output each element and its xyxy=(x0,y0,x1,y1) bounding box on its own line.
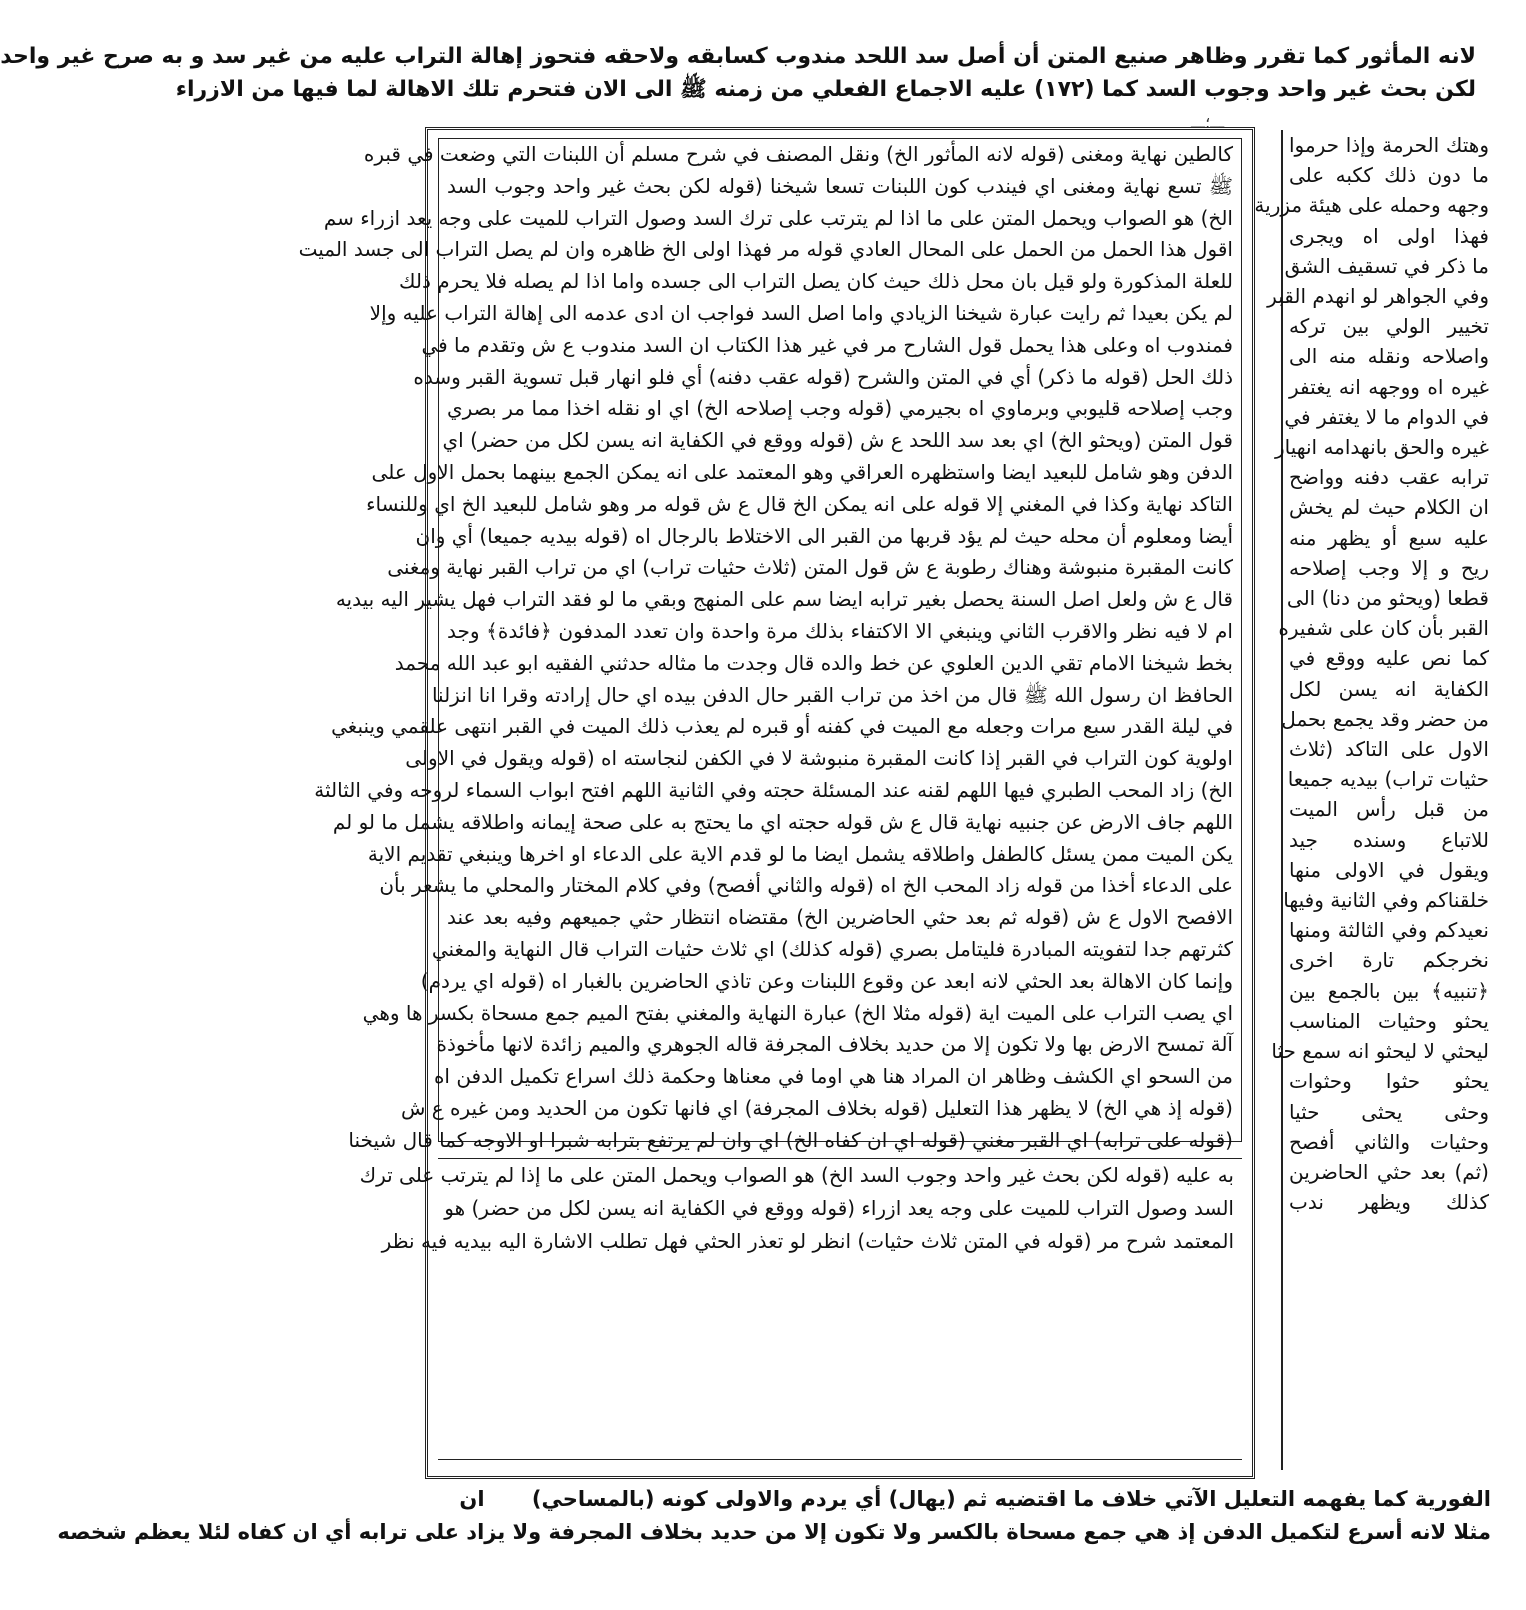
text-line: وفي الجواهر لو انهدم القبر xyxy=(1267,284,1489,309)
text-line: وهتك الحرمة وإذا حرموا xyxy=(1289,133,1489,157)
text-line: الخ) زاد المحب الطبري فيها اللهم لقنه عند المسئلة حجته وفي الثانية اللهم افتح ابواب السماء لروحه وفي الثالثة xyxy=(314,777,1233,802)
text-line: من حضر وقد يجمع بحمل xyxy=(1281,706,1489,731)
text-line: بخط شيخنا الامام تقي الدين العلوي عن خط والده قال وجدت ما مثاله حدثني الفقيه ابو عبد الله محمد xyxy=(394,650,1233,675)
text-line: التاكد نهاية وكذا في المغني إلا قوله على انه يمكن الخ قال ع ش قوله مر وهو شامل للبعيد الخ اي وللنساء xyxy=(366,491,1233,516)
text-line: (ثم) بعد حثي الحاضرين xyxy=(1289,1159,1489,1184)
text-line: خلقناكم وفي الثانية وفيها xyxy=(1283,888,1489,913)
text-line: الدفن وهو شامل للبعيد ايضا واستظهره العراقي وهو المعتمد على انه يمكن الجمع بينهما بحمل الاول على xyxy=(371,459,1233,484)
text-line: كما نص عليه ووقع في xyxy=(1289,646,1489,671)
text-line: الحافظ ان رسول الله ﷺ قال من اخذ من تراب القبر حال الدفن بيده اي حال إرادته وقرا انا انزلنا xyxy=(431,682,1233,707)
text-line: واصلاحه ونقله منه الى xyxy=(1289,344,1489,369)
text-line: قطعا (ويحثو من دنا) الى xyxy=(1286,586,1489,611)
text-line: مثلا لانه أسرع لتكميل الدفن إذ هي جمع مسحاة بالكسر ولا تكون إلا من حديد بخلاف المجرفة ولا يزاد على ترابه أي ان كفاه لئلا يعظم شخصه xyxy=(57,1520,1491,1544)
text-line: وحثى يحثى حثيا xyxy=(1289,1099,1489,1124)
text-line: لم يكن بعيدا ثم رايت عبارة شيخنا الزيادي واما اصل السد فواجب ان ادى عدمه الى إهالة التراب عليه وإلا xyxy=(369,300,1233,325)
text-line: ﴿تنبيه﴾ بين بالجمع بين xyxy=(1289,978,1489,1003)
text-line: يحثو حثوا وحثوات xyxy=(1289,1069,1489,1094)
text-line: ذلك الحل (قوله ما ذكر) أي في المتن والشرح (قوله عقب دفنه) أي فلو انهار قبل تسوية القبر وسده xyxy=(413,364,1233,389)
text-line: من السحو اي الكشف وظاهر ان المراد هنا هي اوما في معناها وحكمة ذلك اسراع تكميل الدفن اه xyxy=(433,1064,1233,1089)
text-line: قول المتن (ويحثو الخ) اي بعد سد اللحد ع ش (قوله ووقع في الكفاية انه يسن لكل من حضر) اي xyxy=(442,428,1233,453)
text-line: ترابه عقب دفنه وواضح xyxy=(1289,465,1489,490)
text-line: كالطين نهاية ومغنى (قوله لانه المأثور الخ) ونقل المصنف في شرح مسلم أن اللبنات التي وضعت في قبره xyxy=(363,142,1233,166)
commentary-main-box xyxy=(298,138,1242,1152)
text-line: تخيير الولي بين تركه xyxy=(1289,314,1489,339)
text-line: وجهه وحمله على هيئة مزرية xyxy=(1254,193,1489,218)
text-line: ويقول في الاولى منها xyxy=(1289,857,1489,882)
text-line: أيضا ومعلوم أن محله حيث لم يؤد قربها من القبر الى الاختلاط بالرجال اه (قوله بيديه جميعا) أي وان xyxy=(415,523,1233,548)
text-line: ريح و إلا وجب إصلاحه xyxy=(1289,555,1489,580)
text-line: لكن بحث غير واحد وجوب السد كما (١٧٢) عليه الاجماع الفعلي من زمنه ﷺ الى الان فتحرم تلك الاهالة لما فيها من الازراء xyxy=(175,77,1476,102)
text-line: قال ع ش ولعل اصل السنة يحصل بغير ترابه ايضا سم على المنهج وبقي ما لو فقد التراب فهل يشير اليه بيديه xyxy=(335,587,1233,612)
text-line: كثرتهم جدا لتفويته المبادرة فليتامل بصري (قوله كذلك) اي ثلاث حثيات التراب قال النهاية والمغني xyxy=(431,936,1233,961)
text-line: لانه المأثور كما تقرر وظاهر صنيع المتن أن أصل سد اللحد مندوب كسابقه ولاحقه فتحوز إهالة التراب عليه من غير سد و به صرح غير واحد xyxy=(0,44,1476,69)
text-line: ليحثي لا ليحثو انه سمع حثا xyxy=(1271,1039,1489,1064)
text-line: نخرجكم تارة اخرى xyxy=(1289,948,1489,973)
bottom-text-block xyxy=(57,1483,1491,1549)
text-line: في ليلة القدر سبع مرات وجعله مع الميت في كفنه أو قبره لم يعذب ذلك الميت في القبر انتهى علقمي وينبغي xyxy=(331,714,1233,739)
text-line: يحثو وحثيات المناسب xyxy=(1289,1008,1489,1033)
text-line: غيره والحق بانهدامه انهيار xyxy=(1274,435,1489,460)
text-word: ان xyxy=(459,1487,485,1511)
text-line: في الدوام ما لا يغتفر في xyxy=(1284,404,1489,429)
text-line: وجب إصلاحه قليوبي وبرماوي اه بجيرمي (قوله وجب إصلاحه الخ) اي او نقله اخذا مما مر بصري xyxy=(447,396,1233,421)
text-line: غيره اه ووجهه انه يغتفر xyxy=(1289,374,1489,399)
text-line: للعلة المذكورة ولو قيل بان محل ذلك حيث كان يصل التراب الى جسده واما اذا لم يصله فلا يحرم ذلك xyxy=(399,269,1233,294)
text-line: الافصح الاول ع ش (قوله ثم بعد حثي الحاضرين الخ) مقتضاه انتظار حثي جميعهم وفيه بعد عند xyxy=(447,905,1233,930)
commentary-secondary-box xyxy=(359,1158,1242,1460)
text-line: (قوله على ترابه) اي القبر مغني (قوله اي ان كفاه الخ) اي وان لم يرتفع بترابه شبرا او الاوجه كما قال شيخنا xyxy=(348,1127,1233,1152)
text-line: اولوية كون التراب في القبر إذا كانت المقبرة منبوشة لا في الكفن لنجاسته اه (قوله ويقول في الاولى xyxy=(405,746,1233,771)
top-text-block xyxy=(0,40,1476,106)
text-line: فهذا اولى اه ويجرى xyxy=(1289,223,1489,248)
text-span: الفورية كما يفهمه التعليل الآتي خلاف ما اقتضيه ثم (يهال) أي يردم والاولى كونه (بالمساحي) xyxy=(531,1487,1491,1511)
text-line: ﷺ تسع نهاية ومغنى اي فيندب كون اللبنات تسعا شيخنا (قوله لكن بحث غير واحد وجوب السد xyxy=(447,173,1233,198)
text-line: على الدعاء أخذا من قوله زاد المحب الخ اه (قوله والثاني أفصح) وفي كلام المختار والمحلي ما يشعر بأن xyxy=(379,873,1233,898)
text-line: الكفاية انه يسن لكل xyxy=(1289,676,1489,701)
text-line: ام لا فيه نظر والاقرب الثاني وينبغي الا الاكتفاء بذلك مرة واحدة وان تعدد المدفون ﴿فائدة﴾ وجد xyxy=(447,618,1233,643)
text-line: آلة تمسح الارض بها ولا تكون إلا من حديد بخلاف المجرفة قاله الجوهري والميم زائدة لانها مأخوذة xyxy=(436,1032,1233,1057)
commentary-frame xyxy=(298,127,1255,1479)
text-line: يكن الميت ممن يسئل كالطفل واطلاقه يشمل ايضا ما لو قدم الاية على الدعاء او اخرها وينبغي تقديم الاية xyxy=(367,841,1233,866)
text-line: ان الكلام حيث لم يخش xyxy=(1289,495,1489,520)
text-line: به عليه (قوله لكن بحث غير واحد وجوب السد الخ) هو الصواب ويحمل المتن على ما إذا لم يترتب على ترك xyxy=(359,1163,1234,1187)
text-line: (قوله إذ هي الخ) لا يظهر هذا التعليل (قوله بخلاف المجرفة) اي فانها تكون من الحديد ومن غيره ع ش xyxy=(400,1095,1233,1120)
text-line: القبر بأن كان على شفيره xyxy=(1278,616,1489,641)
text-line: الاول على التاكد (ثلاث xyxy=(1289,737,1489,762)
text-line: اللهم جاف الارض عن جنبيه نهاية قال ع ش قوله حجته اي ما يحتج به على صحة إيمانه واطلاقه يشمل ما لو لم xyxy=(332,809,1233,834)
text-line: المعتمد شرح مر (قوله في المتن ثلاث حثيات) انظر لو تعذر الحثي فهل تطلب الاشارة اليه بيديه فيه نظر xyxy=(381,1229,1234,1253)
text-line: عليه سبع أو يظهر منه xyxy=(1289,525,1489,550)
text-line: ما ذكر في تسقيف الشق xyxy=(1284,253,1489,278)
text-line: اقول هذا الحمل من الحمل على المحال العادي قوله مر فهذا اولى الخ ظاهره وان لم يصل التراب الى جسد الميت xyxy=(298,237,1233,262)
text-line: ما دون ذلك ككبه على xyxy=(1289,163,1489,188)
text-line: اي يصب التراب على الميت اية (قوله مثلا الخ) عبارة النهاية والمغني بفتح الميم جمع مسحاة بكسر ها وهي xyxy=(362,1000,1233,1025)
text-line: نعيدكم وفي الثالثة ومنها xyxy=(1289,918,1489,943)
ornament-divider: ـــ؛ـــ xyxy=(1191,113,1225,132)
text-line: للاتباع وسنده جيد xyxy=(1289,827,1489,852)
text-line xyxy=(421,1483,1491,1516)
text-line: من قبل رأس الميت xyxy=(1289,797,1489,822)
text-line: كانت المقبرة منبوشة وهناك رطوبة ع ش قول المتن (ثلاث حثيات تراب) اي من تراب القبر نهاية ومغنى xyxy=(387,555,1233,580)
text-line: وإنما كان الاهالة بعد الحثي لانه ابعد عن وقوع اللبنات وعن تاذي الحاضرين بالغبار اه (قوله اي يردم) xyxy=(420,968,1233,993)
text-line: حثيات تراب) بيديه جميعا xyxy=(1287,767,1489,792)
text-line: الخ) هو الصواب ويحمل المتن على ما اذا لم يترتب على ترك السد وصول التراب للميت على وجه يعد ازراء سم xyxy=(323,205,1233,230)
text-line: السد وصول التراب للميت على وجه يعد ازراء (قوله ووقع في الكفاية انه يسن لكل من حضر) هو xyxy=(444,1196,1234,1220)
margin-column xyxy=(1254,130,1493,1470)
text-line: كذلك ويظهر ندب xyxy=(1289,1190,1489,1215)
text-line: وحثيات والثاني أفصح xyxy=(1289,1129,1489,1154)
text-line: فمندوب اه وعلى هذا يحمل قول الشارح مر في غير هذا الكتاب ان السد مندوب ع ش وتقدم ما في xyxy=(421,332,1233,357)
